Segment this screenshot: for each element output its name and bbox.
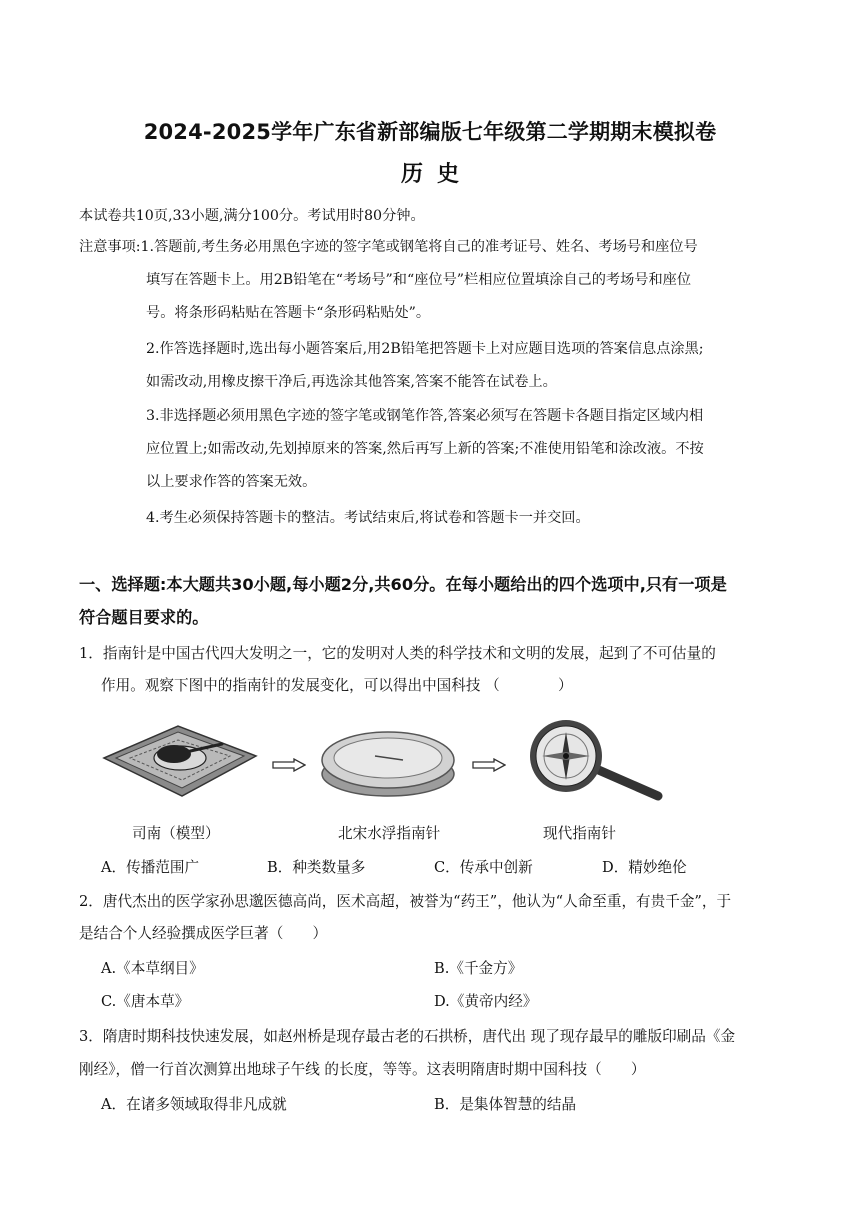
- section-heading: 符合题目要求的。: [79, 608, 209, 627]
- notes-line: 填写在答题卡上。用2B铅笔在“考场号”和“座位号”栏相应位置填涂自己的考场号和座位: [146, 272, 692, 288]
- notes-line: 4.考生必须保持答题卡的整洁。考试结束后,将试卷和答题卡一并交回。: [146, 510, 590, 526]
- answer-option: B.《千金方》: [434, 960, 523, 977]
- image-caption: 司南（模型）: [132, 825, 220, 842]
- question-3-stem: 3．隋唐时期科技快速发展，如赵州桥是现存最古老的石拱桥，唐代出 现了现存最早的雕版印刷品《金: [79, 1028, 736, 1045]
- exam-intro: 本试卷共10页,33小题,满分100分。考试用时80分钟。: [79, 208, 425, 224]
- notes-line: 2.作答选择题时,选出每小题答案后,用2B铅笔把答题卡上对应题目选项的答案信息点涂黑;: [146, 341, 704, 357]
- question-2-stem: 2．唐代杰出的医学家孙思邈医德高尚，医术高超，被誉为“药王”，他认为“人命至重，有贵千金”，于: [79, 893, 732, 910]
- notes-line: 3.非选择题必须用黑色字迹的签字笔或钢笔作答,答案必须写在答题卡各题目指定区域内相: [146, 408, 704, 424]
- image-caption: 现代指南针: [543, 825, 616, 842]
- answer-option: D．精妙绝伦: [602, 859, 687, 876]
- arrow-right-icon: [472, 757, 506, 776]
- answer-option: A.《本草纲目》: [101, 960, 204, 977]
- arrow-right-icon: [272, 757, 306, 776]
- answer-option: A．传播范围广: [101, 859, 200, 876]
- subject-title: 历史: [400, 162, 473, 187]
- modern-compass-image: [526, 716, 672, 808]
- answer-option: A．在诸多领域取得非凡成就: [101, 1096, 287, 1113]
- notes-line: 以上要求作答的答案无效。: [146, 474, 317, 490]
- question-1-stem: 1．指南针是中国古代四大发明之一，它的发明对人类的科学技术和文明的发展，起到了不可估量的: [79, 645, 716, 662]
- question-2-stem: 是结合个人经验撰成医学巨著（ ）: [79, 925, 328, 942]
- notes-line: 号。将条形码粘贴在答题卡“条形码粘贴处”。: [146, 305, 431, 321]
- image-caption: 北宋水浮指南针: [338, 825, 441, 842]
- sinan-model-image: [98, 710, 262, 808]
- answer-option: C.《唐本草》: [101, 993, 190, 1010]
- floating-compass-image: [315, 714, 461, 806]
- answer-option: D.《黄帝内经》: [434, 993, 538, 1010]
- notes-line: 如需改动,用橡皮擦干净后,再选涂其他答案,答案不能答在试卷上。: [146, 374, 557, 390]
- answer-option: B．种类数量多: [267, 859, 366, 876]
- question-3-stem: 刚经》，僧一行首次测算出地球子午线 的长度，等等。这表明隋唐时期中国科技（ ）: [79, 1061, 646, 1078]
- notes-line: 应位置上;如需改动,先划掉原来的答案,然后再写上新的答案;不准使用铅笔和涂改液。不按: [146, 441, 704, 457]
- question-1-stem: 作用。观察下图中的指南针的发展变化，可以得出中国科技 （ ）: [101, 677, 573, 694]
- exam-title: 2024-2025学年广东省新部编版七年级第二学期期末模拟卷: [143, 120, 717, 144]
- notes-line: 注意事项:1.答题前,考生务必用黑色字迹的签字笔或钢笔将自己的准考证号、姓名、考场号和座位号: [79, 239, 698, 255]
- section-heading: 一、选择题:本大题共30小题,每小题2分,共60分。在每小题给出的四个选项中,只有一项是: [79, 575, 727, 594]
- answer-option: C．传承中创新: [434, 859, 533, 876]
- answer-option: B．是集体智慧的结晶: [434, 1096, 577, 1113]
